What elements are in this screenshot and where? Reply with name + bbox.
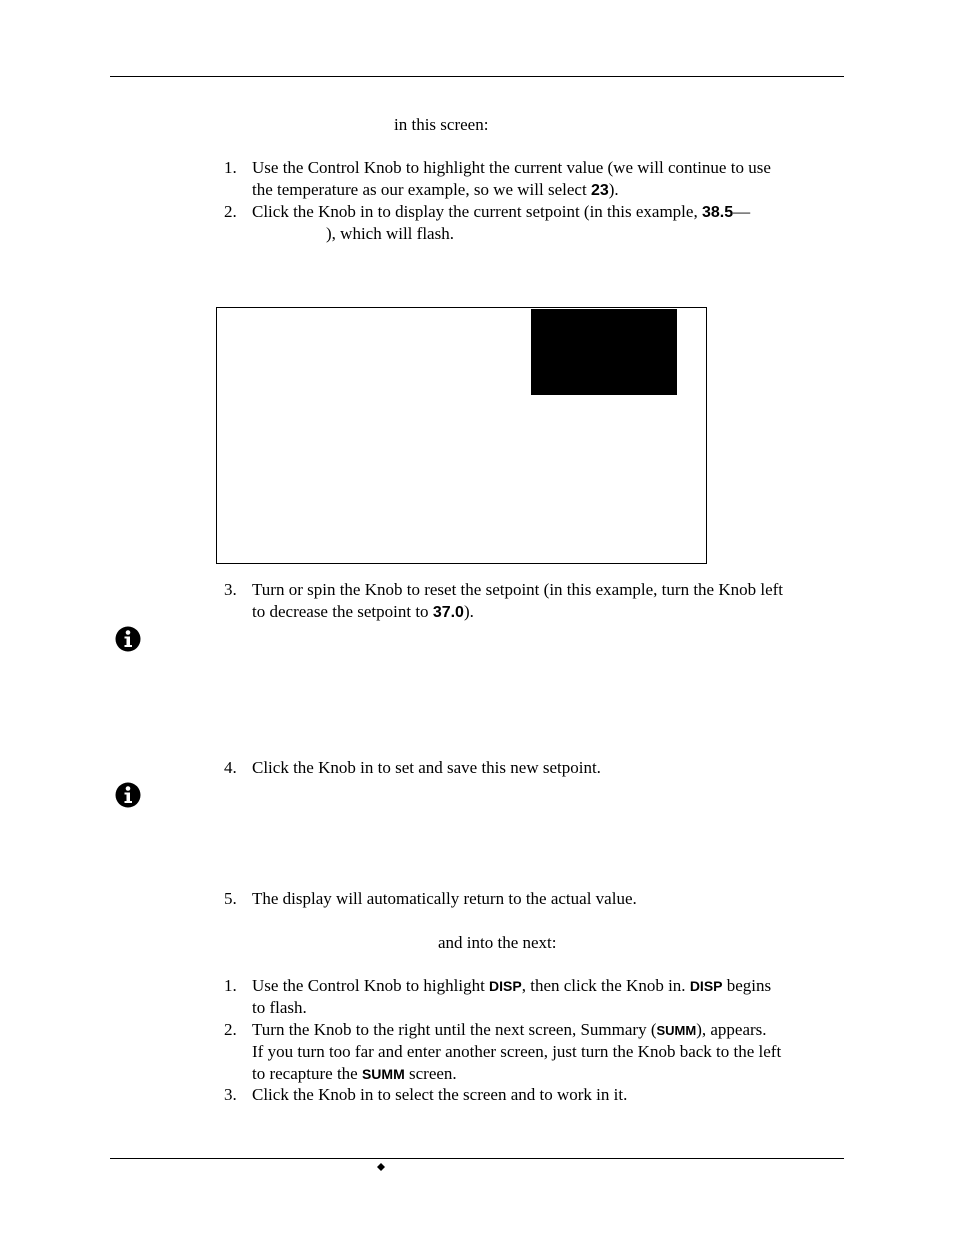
list-item-number: 2. xyxy=(224,202,237,221)
value-code: DISP xyxy=(489,978,522,994)
list-item-text: ), which will flash. xyxy=(326,224,454,243)
text-span: ). xyxy=(463,602,474,621)
list-item-number: 4. xyxy=(224,758,237,777)
diamond-bullet-icon xyxy=(377,1163,385,1171)
list-item-text: Turn or spin the Knob to reset the setpoint (in this example, turn the Knob left xyxy=(252,580,784,599)
text-span: to recapture the xyxy=(252,1064,362,1083)
text-span: Click the Knob in to display the current setpoint (in this example, xyxy=(252,202,702,221)
list-item-text xyxy=(252,1019,767,1042)
value-code: DISP xyxy=(689,978,723,994)
list-item-text xyxy=(252,601,474,624)
list-item-text: Click the Knob in to set and save this new setpoint. xyxy=(252,758,601,777)
list-item-text: The display will automatically return to the actual value. xyxy=(252,889,637,908)
list-item-number: 5. xyxy=(224,889,237,908)
header-rule xyxy=(110,76,844,77)
list-item-number: 3. xyxy=(224,580,237,599)
list-item-number: 3. xyxy=(224,1085,237,1104)
text-span: to decrease the setpoint to xyxy=(252,602,433,621)
intro-text: in this screen: xyxy=(394,115,489,134)
text-span: ), appears. xyxy=(696,1020,767,1039)
value-code: 38.5 xyxy=(701,204,734,221)
info-icon xyxy=(115,626,141,652)
display-highlight-box xyxy=(531,309,677,395)
value-code: 23 xyxy=(590,182,609,199)
list-item-text: Use the Control Knob to highlight the current value (we will continue to use xyxy=(252,158,771,177)
list-item-text xyxy=(252,975,771,997)
list-item-text: Click the Knob in to select the screen and to work in it. xyxy=(252,1085,628,1104)
text-span: , then click the Knob in. xyxy=(521,976,690,995)
intro-text: and into the next: xyxy=(438,933,557,952)
value-code: 37.0 xyxy=(432,604,464,621)
list-item-text: to flash. xyxy=(252,998,307,1017)
text-span: screen. xyxy=(404,1064,457,1083)
list-item-number: 1. xyxy=(224,976,237,995)
text-span: ). xyxy=(608,180,619,199)
value-code: SUMM xyxy=(656,1023,697,1038)
text-span: Turn the Knob to the right until the next screen, Summary ( xyxy=(252,1020,657,1039)
text-span: the temperature as our example, so we will select xyxy=(252,180,591,199)
value-code: SUMM xyxy=(361,1066,405,1082)
list-item-text: If you turn too far and enter another screen, just turn the Knob back to the left xyxy=(252,1042,782,1061)
list-item-text xyxy=(252,179,619,202)
text-span: Use the Control Knob to highlight xyxy=(252,976,490,995)
list-item-text xyxy=(252,201,750,224)
footer-rule xyxy=(110,1158,844,1159)
text-span: begins xyxy=(722,976,772,995)
info-icon xyxy=(115,782,141,808)
list-item-number: 1. xyxy=(224,158,237,177)
text-span: — xyxy=(733,202,751,221)
list-item-number: 2. xyxy=(224,1020,237,1039)
list-item-text xyxy=(252,1063,457,1085)
